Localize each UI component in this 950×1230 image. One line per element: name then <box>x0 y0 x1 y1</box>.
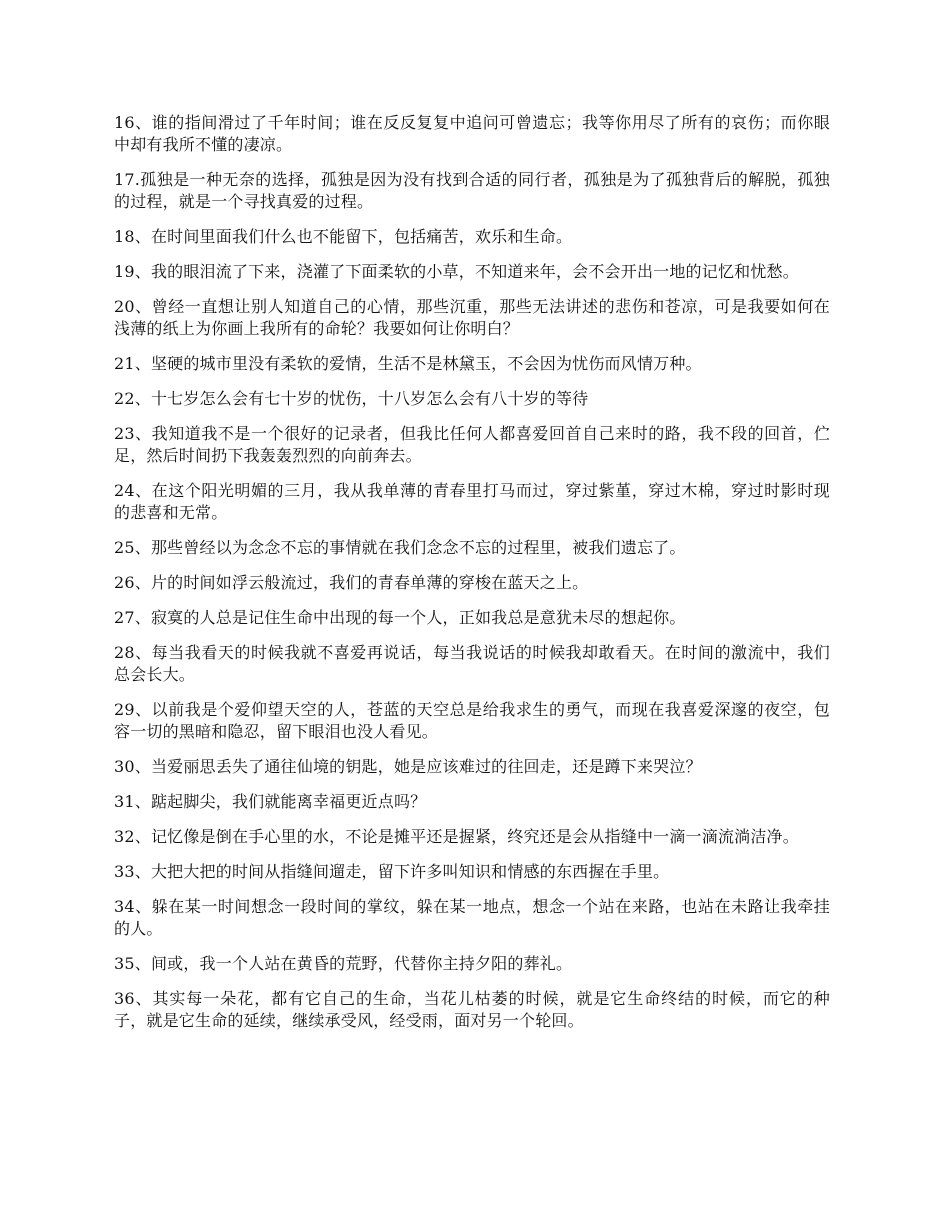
paragraph-32: 32、记忆像是倒在手心里的水，不论是摊平还是握紧，终究还是会从指缝中一滴一滴流淌洁净。 <box>114 827 799 846</box>
paragraph-33: 33、大把大把的时间从指缝间遛走，留下许多叫知识和情感的东西握在手里。 <box>114 862 670 881</box>
paragraph-20: 20、曾经一直想让别人知道自己的心情，那些沉重，那些无法讲述的悲伤和苍凉，可是我要如何在浅薄的纸上为你画上我所有的命轮？我要如何让你明白？ <box>114 297 830 338</box>
paragraph-36: 36、其实每一朵花，都有它自己的生命，当花儿枯萎的时候，就是它生命终结的时候，而它的种子，就是它生命的延续，继续承受风，经受雨，面对另一个轮回。 <box>114 989 830 1030</box>
paragraph-29: 29、以前我是个爱仰望天空的人，苍蓝的天空总是给我求生的勇气，而现在我喜爱深邃的夜空，包容一切的黑暗和隐忍，留下眼泪也没人看见。 <box>114 700 830 741</box>
paragraph-28: 28、每当我看天的时候我就不喜爱再说话，每当我说话的时候我却敢看天。在时间的激流中，我们总会长大。 <box>114 643 830 684</box>
paragraph-18: 18、在时间里面我们什么也不能留下，包括痛苦，欢乐和生命。 <box>114 227 573 246</box>
paragraph-23: 23、我知道我不是一个很好的记录者，但我比任何人都喜爱回首自己来时的路，我不段的回首，伫足，然后时间扔下我轰轰烈烈的向前奔去。 <box>114 424 830 465</box>
paragraph-25: 25、那些曾经以为念念不忘的事情就在我们念念不忘的过程里，被我们遗忘了。 <box>114 538 686 557</box>
paragraph-16: 16、谁的指间滑过了千年时间；谁在反反复复中追问可曾遗忘；我等你用尽了所有的哀伤；而你眼中却有我所不懂的凄凉。 <box>114 113 830 154</box>
paragraph-34: 34、躲在某一时间想念一段时间的掌纹，躲在某一地点，想念一个站在来路，也站在未路让我牵挂的人。 <box>114 897 830 938</box>
document-body <box>114 112 830 1045</box>
paragraph-35: 35、间或，我一个人站在黄昏的荒野，代替你主持夕阳的葬礼。 <box>114 954 573 973</box>
paragraph-19: 19、我的眼泪流了下来，浇灌了下面柔软的小草，不知道来年，会不会开出一地的记忆和忧愁。 <box>114 262 799 281</box>
paragraph-26: 26、片的时间如浮云般流过，我们的青春单薄的穿梭在蓝天之上。 <box>114 573 589 592</box>
paragraph-31: 31、踮起脚尖，我们就能离幸福更近点吗？ <box>114 792 427 811</box>
paragraph-17: 17.孤独是一种无奈的选择，孤独是因为没有找到合适的同行者，孤独是为了孤独背后的解脱，孤独的过程，就是一个寻找真爱的过程。 <box>114 170 830 211</box>
paragraph-27: 27、寂寞的人总是记住生命中出现的每一个人，正如我总是意犹未尽的想起你。 <box>114 608 686 627</box>
paragraph-30: 30、当爱丽思丢失了通往仙境的钥匙，她是应该难过的往回走，还是蹲下来哭泣？ <box>114 757 702 776</box>
paragraph-21: 21、坚硬的城市里没有柔软的爱情，生活不是林黛玉，不会因为忧伤而风情万种。 <box>114 354 702 373</box>
paragraph-22: 22、十七岁怎么会有七十岁的忧伤，十八岁怎么会有八十岁的等待 <box>114 389 589 408</box>
paragraph-24: 24、在这个阳光明媚的三月，我从我单薄的青春里打马而过，穿过紫堇，穿过木棉，穿过时影时现的悲喜和无常。 <box>114 481 830 522</box>
